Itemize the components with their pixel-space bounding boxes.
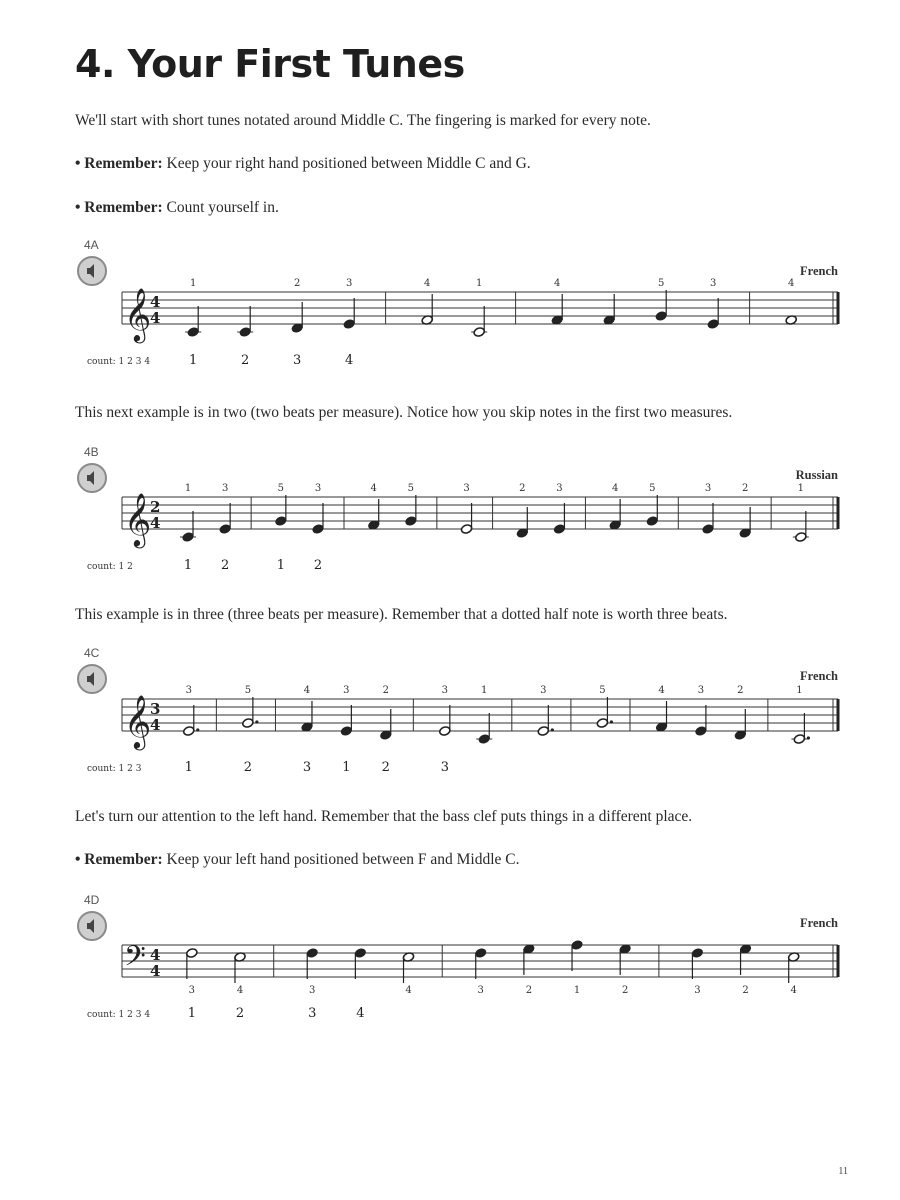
- fingering-number: 2: [382, 685, 389, 696]
- note-head: [312, 524, 324, 535]
- fingering-number: 5: [277, 483, 285, 494]
- example-label: 4C: [84, 646, 100, 660]
- note-head: [553, 524, 565, 535]
- fingering-number: 1: [796, 685, 803, 696]
- remember-note-2: [75, 199, 279, 217]
- music-staff: [0, 270, 900, 368]
- time-signature-top: 2: [150, 498, 161, 516]
- remember-text: Keep your right hand positioned between Middle C and G.: [162, 155, 531, 172]
- note-head: [187, 327, 199, 338]
- music-staff: [0, 677, 900, 775]
- music-staff: [0, 475, 900, 573]
- remember-label: • Remember:: [75, 851, 163, 868]
- fingering-number: 3: [556, 483, 563, 494]
- fingering-number: 1: [184, 483, 192, 494]
- remember-text: Count yourself in.: [162, 199, 279, 216]
- paragraph-4d: Let's turn our attention to the left hand. Remember that the bass clef puts things in a different place.: [75, 808, 693, 825]
- note-head: [695, 726, 707, 737]
- page-number: 11: [838, 1166, 848, 1177]
- note-head: [183, 726, 195, 737]
- tune-origin: Russian: [795, 468, 838, 482]
- count-number: 2: [313, 558, 323, 573]
- fingering-number: 3: [540, 685, 547, 696]
- note-head: [478, 734, 490, 745]
- note-head: [793, 734, 805, 745]
- dot: [551, 728, 554, 731]
- fingering-number: 1: [476, 278, 483, 289]
- fingering-number: 3: [314, 483, 322, 494]
- fingering-number: 3: [185, 685, 192, 696]
- count-prefix: count: 1 2 3 4: [87, 357, 151, 367]
- remember-label: • Remember:: [75, 199, 163, 216]
- dot: [807, 736, 810, 739]
- fingering-number: 5: [649, 483, 656, 494]
- note-head: [691, 948, 703, 959]
- fingering-number: 4: [554, 278, 561, 289]
- example-label: 4B: [84, 445, 99, 459]
- fingering-number: 4: [611, 483, 619, 494]
- fingering-number: 2: [519, 483, 526, 494]
- count-number: 4: [345, 353, 354, 368]
- fingering-number: 4: [788, 278, 795, 289]
- fingering-number: 5: [658, 278, 665, 289]
- fingering-number: 3: [694, 985, 701, 996]
- tune-origin: French: [800, 669, 838, 683]
- fingering-number: 3: [343, 685, 350, 696]
- bass-clef: 𝄢: [124, 940, 146, 980]
- paragraph-4b: This next example is in two (two beats per measure). Notice how you skip notes in the first two measures.: [75, 404, 733, 421]
- time-signature-top: 3: [150, 700, 161, 718]
- count-prefix: count: 1 2 3: [87, 764, 142, 774]
- remember-note-1: [75, 155, 531, 173]
- count-number: 1: [189, 353, 198, 368]
- fingering-number: 3: [221, 483, 229, 494]
- note-head: [239, 327, 251, 338]
- count-number: 3: [293, 353, 302, 368]
- fingering-number: 2: [294, 278, 301, 289]
- count-number: 3: [308, 1006, 317, 1021]
- count-number: 1: [183, 558, 193, 573]
- tune-origin: French: [800, 916, 838, 930]
- fingering-number: 1: [481, 685, 488, 696]
- note-head: [475, 948, 487, 959]
- fingering-number: 4: [424, 278, 431, 289]
- note-head: [182, 532, 194, 543]
- fingering-number: 5: [244, 685, 252, 696]
- count-prefix: count: 1 2: [87, 562, 133, 572]
- count-number: 3: [302, 760, 312, 775]
- note-head: [655, 311, 667, 322]
- fingering-number: 1: [797, 483, 805, 494]
- fingering-number: 3: [463, 483, 470, 494]
- note-head: [596, 718, 608, 729]
- time-signature-bottom: 4: [150, 716, 161, 734]
- note-head: [306, 948, 318, 959]
- remember-note-3: [75, 851, 519, 869]
- treble-clef: 𝄞: [124, 287, 152, 341]
- note-head: [242, 718, 254, 729]
- fingering-number: 4: [236, 985, 244, 996]
- note-head: [473, 327, 485, 338]
- note-head: [702, 524, 714, 535]
- fingering-number: 3: [710, 278, 717, 289]
- note-head: [439, 726, 451, 737]
- count-number: 2: [241, 353, 250, 368]
- fingering-number: 3: [704, 483, 712, 494]
- note-head: [537, 726, 549, 737]
- intro-text: We'll start with short tunes notated around Middle C. The fingering is marked for every note.: [75, 112, 651, 129]
- dot: [196, 728, 199, 731]
- count-prefix: count: 1 2 3 4: [87, 1010, 151, 1020]
- example-label: 4D: [84, 893, 100, 907]
- remember-text: Keep your left hand positioned between F and Middle C.: [162, 851, 520, 868]
- example-label: 4A: [84, 238, 99, 252]
- fingering-number: 3: [346, 278, 353, 289]
- fingering-number: 2: [741, 483, 749, 494]
- fingering-number: 3: [188, 985, 196, 996]
- remember-label: • Remember:: [75, 155, 163, 172]
- note-head: [275, 516, 287, 527]
- dot: [255, 720, 258, 723]
- count-number: 2: [243, 760, 253, 775]
- fingering-number: 4: [303, 685, 311, 696]
- count-number: 1: [187, 1006, 196, 1021]
- count-number: 3: [440, 760, 449, 775]
- note-head: [795, 532, 807, 543]
- note-head: [340, 726, 352, 737]
- note-head: [405, 516, 417, 527]
- fingering-number: 2: [742, 985, 749, 996]
- fingering-number: 1: [190, 278, 197, 289]
- note-head: [343, 319, 355, 330]
- fingering-number: 3: [309, 985, 316, 996]
- count-number: 1: [184, 760, 193, 775]
- note-head: [186, 948, 198, 959]
- note-head: [460, 524, 472, 535]
- count-number: 1: [342, 760, 351, 775]
- time-signature-bottom: 4: [150, 309, 161, 327]
- fingering-number: 4: [370, 483, 377, 494]
- fingering-number: 4: [790, 985, 797, 996]
- treble-clef: 𝄞: [124, 492, 152, 546]
- fingering-number: 2: [737, 685, 744, 696]
- page-title: 4. Your First Tunes: [75, 42, 465, 86]
- treble-clef: 𝄞: [124, 694, 152, 748]
- count-number: 4: [356, 1006, 365, 1021]
- fingering-number: 3: [441, 685, 449, 696]
- note-head: [571, 940, 583, 951]
- paragraph-4c: This example is in three (three beats per measure). Remember that a dotted half note is worth three beats.: [75, 606, 728, 623]
- music-staff: [0, 923, 900, 1021]
- note-head: [354, 948, 366, 959]
- fingering-number: 3: [477, 985, 484, 996]
- time-signature-top: 4: [150, 946, 161, 964]
- fingering-number: 3: [697, 685, 705, 696]
- tune-origin: French: [800, 264, 838, 278]
- fingering-number: 4: [405, 985, 412, 996]
- time-signature-bottom: 4: [150, 962, 161, 980]
- time-signature-top: 4: [150, 293, 161, 311]
- count-number: 2: [381, 760, 390, 775]
- fingering-number: 5: [407, 483, 415, 494]
- count-number: 1: [276, 558, 285, 573]
- fingering-number: 2: [525, 985, 533, 996]
- time-signature-bottom: 4: [150, 514, 161, 532]
- fingering-number: 2: [621, 985, 629, 996]
- note-head: [219, 524, 231, 535]
- note-head: [646, 516, 658, 527]
- fingering-number: 1: [573, 985, 581, 996]
- dot: [610, 720, 613, 723]
- note-head: [707, 319, 719, 330]
- fingering-number: 4: [658, 685, 665, 696]
- fingering-number: 5: [599, 685, 606, 696]
- count-number: 2: [221, 558, 230, 573]
- count-number: 2: [235, 1006, 245, 1021]
